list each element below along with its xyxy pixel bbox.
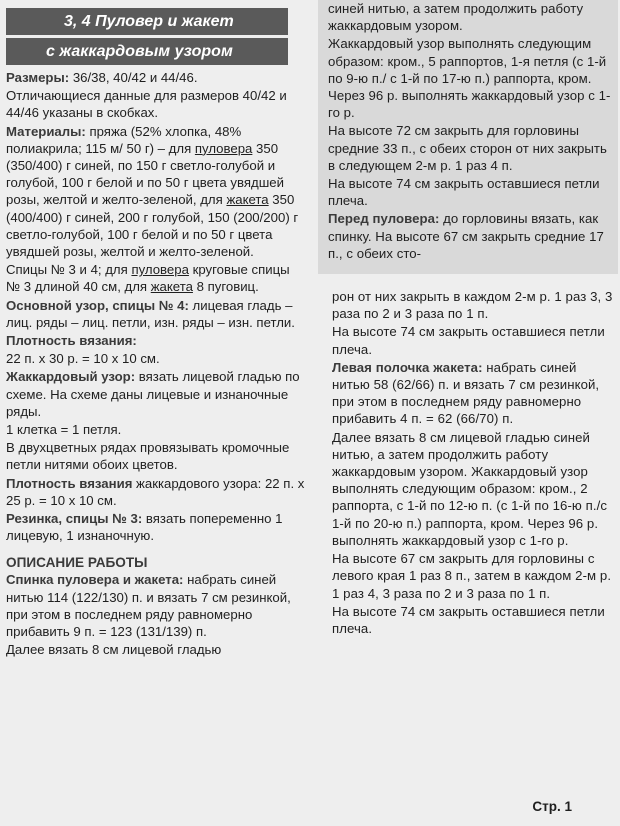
density-text: 22 п. х 30 р. = 10 х 10 см. (6, 351, 160, 367)
materials-link-pullover: пуловера (194, 140, 253, 156)
title-banner-1: 3, 4 Пуловер и жакет (6, 8, 288, 35)
back-text: набрать синей нитью 114 (122/130) п. и вязать 7 см резинкой, при этом в последнем ряду равномерно прибавить 9 п. = 123 (131/139) п. (6, 572, 291, 640)
left-front-paragraph (332, 359, 614, 428)
sizes-note: Отличающиеся данные для размеров 40/42 и 44/46 указаны в скобках. (6, 88, 287, 121)
rib-label: Резинка, спицы № 3: (6, 511, 143, 527)
front-paragraph (328, 210, 612, 262)
plain-paragraph-6: На высоте 74 см закрыть оставшиеся петли плеча. (332, 603, 605, 636)
right-plain-block (322, 274, 614, 637)
plain-paragraph-2: На высоте 74 см закрыть оставшиеся петли плеча. (332, 324, 605, 357)
sizes-label: Размеры: (6, 70, 70, 85)
title-banner-2: с жаккардовым узором (6, 38, 288, 65)
shaded-paragraph-1: синей нитью, а затем продолжить работу жаккардовым узором. (328, 1, 584, 34)
sizes-paragraph (6, 69, 306, 86)
twocolor-text: В двухцветных рядах провязывать кромочные петли нитями обоих цветов. (6, 440, 290, 473)
density-label: Плотность вязания: (6, 333, 137, 349)
left-front-label: Левая полочка жакета: (332, 359, 483, 375)
cell-text: 1 клетка = 1 петля. (6, 422, 122, 438)
shaded-block (318, 0, 618, 274)
shaded-paragraph-2: Жаккардовый узор выполнять следующим образом: кром., 5 раппортов, 1-я петля (с 1-й по 9-ю п./ с 1-й по 17-ю п.) раппорта, кром. Через 96 р. выполнять жаккардовый узор с 1-го р. (328, 36, 611, 121)
back-paragraph (6, 571, 306, 640)
needles-paragraph (6, 261, 306, 295)
materials-text-3: 350 (400/400) г синей, 200 г голубой, 150 (200/200) г светло-голубой, 100 г белой и по 50 г цвета увядшей розы, желтой и желто-зеленой. (6, 192, 299, 260)
front-label: Перед пуловера: (328, 211, 440, 227)
plain-paragraph-5: На высоте 67 см закрыть для горловины с левого края 1 раз 8 п., затем в каждом 2-м р. 1 раз 4, 3 раза по 2 и 3 раза по 1 п. (332, 551, 612, 601)
plain-paragraph-4: Далее вязать 8 см лицевой гладью синей нитью, а затем продолжить работу жаккардовым узором. Жаккардовый узор выполнять следующим образом: кром., 2 раппорта, с 1-й по 12-ю п. (с 1-й по 16-ю п./с 1-й по 20-ю п.) раппорта, кром. Через 96 р. выполнять жаккардовый узор с 1-го р. (332, 429, 608, 548)
back-label: Спинка пуловера и жакета: (6, 572, 184, 588)
materials-text-2: 350 (350/400) г синей, по 150 г светло-голубой и голубой, 100 г белой и по 50 г цвета увядшей розы, желтой и желто-зеленой, для (6, 140, 284, 208)
materials-label: Материалы: (6, 123, 86, 139)
needles-text-1: Спицы № 3 и 4; для (6, 262, 132, 278)
right-column (322, 0, 614, 637)
main-pattern-paragraph (6, 297, 306, 331)
materials-text-1: пряжа (52% хлопка, 48% полиакрила; 115 м/ 50 г) – для (6, 123, 242, 156)
jacquard-paragraph (6, 368, 306, 420)
density2-paragraph (6, 475, 306, 509)
left-front-text: набрать синей нитью 58 (62/66) п. и вязать 7 см резинкой, при этом в последнем ряду равномерно прибавить 4 п. = 62 (66/70) п. (332, 359, 600, 427)
shaded-paragraph-3: На высоте 72 см закрыть для горловины средние 33 п., с обеих сторон от них закрыть в следующем 2-м р. 1 раз 4 п. (328, 123, 607, 173)
jacquard-text: вязать лицевой гладью по схеме. На схеме даны лицевые и изнаночные ряды. (6, 369, 300, 419)
materials-link-jacket: жакета (226, 192, 269, 208)
density2-label: Плотность вязания (6, 475, 133, 491)
needles-link-jacket: жакета (150, 279, 193, 295)
left-column (6, 8, 306, 659)
front-text: до горловины вязать, как спинку. На высоте 67 см закрыть средние 17 п., с обеих сто- (328, 211, 604, 261)
plain-paragraph-1: рон от них закрыть в каждом 2-м р. 1 раз 3, 3 раза по 2 и 3 раза по 1 п. (332, 289, 613, 322)
jacquard-label: Жаккардовый узор: (6, 369, 136, 385)
rib-paragraph (6, 510, 306, 544)
work-title: ОПИСАНИЕ РАБОТЫ (6, 555, 148, 571)
main-pattern-label: Основной узор, спицы № 4: (6, 297, 189, 313)
main-pattern-text: лицевая гладь – лиц. ряды – лиц. петли, изн. ряды – изн. петли. (6, 297, 295, 330)
needles-text-2: круговые спицы № 3 длиной 40 см, для (6, 262, 290, 295)
page-number: Стр. 1 (532, 799, 572, 814)
rib-text: вязать попеременно 1 лицевую, 1 изнаночную. (6, 511, 283, 544)
needles-link-pullover: пуловера (131, 262, 189, 278)
shaded-paragraph-4: На высоте 74 см закрыть оставшиеся петли плеча. (328, 176, 600, 209)
sizes-value: 36/38, 40/42 и 44/46. (69, 70, 198, 85)
needles-text-3: 8 пуговиц. (192, 279, 259, 295)
continue-text: Далее вязать 8 см лицевой гладью (6, 642, 222, 658)
materials-paragraph (6, 123, 306, 261)
density2-text: жаккардового узора: 22 п. х 25 р. = 10 х 10 см. (6, 475, 305, 508)
